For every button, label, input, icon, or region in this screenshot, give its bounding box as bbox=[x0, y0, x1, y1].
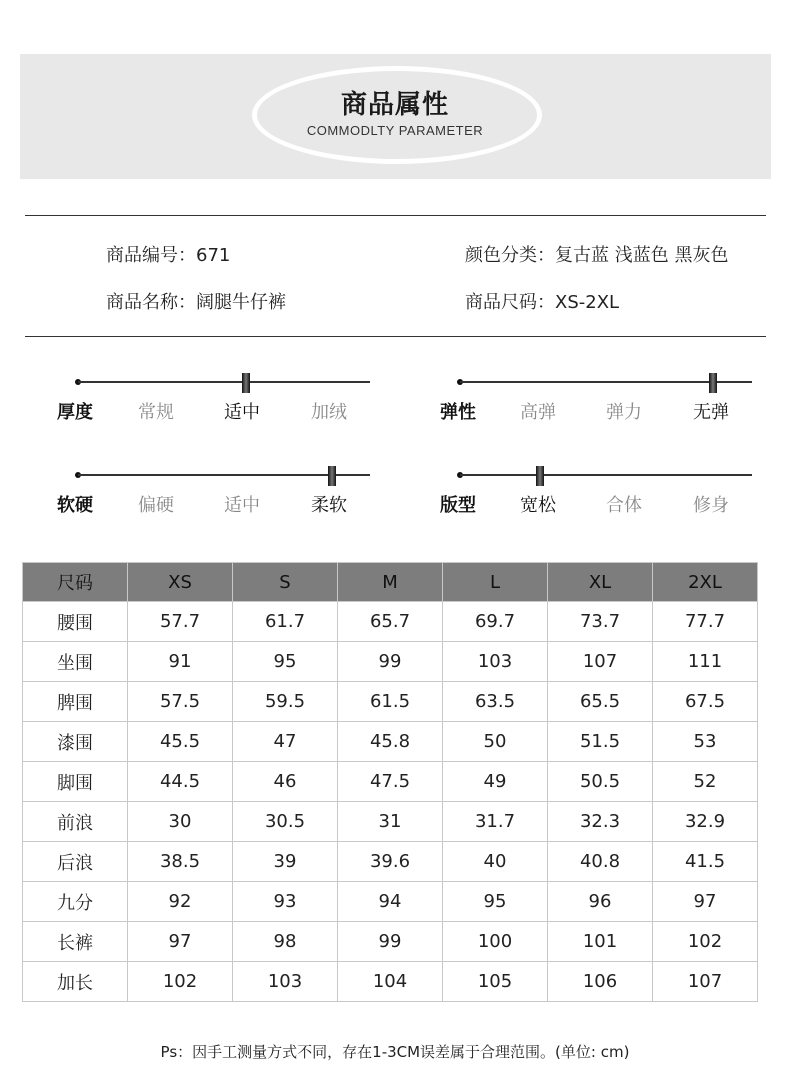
table-cell: 67.5 bbox=[653, 682, 758, 722]
scale-marker bbox=[242, 373, 250, 393]
table-cell: 31.7 bbox=[443, 802, 548, 842]
table-cell: 91 bbox=[128, 642, 233, 682]
table-header-cell: XS bbox=[128, 563, 233, 602]
scale-option-selected: 宽松 bbox=[520, 495, 556, 516]
scale-option: 高弹 bbox=[520, 402, 556, 423]
table-row-label: 九分 bbox=[23, 882, 128, 922]
item-name-value: 阔腿牛仔裤 bbox=[196, 292, 286, 313]
item-size bbox=[465, 288, 619, 314]
table-cell: 57.5 bbox=[128, 682, 233, 722]
table-row-label: 长裤 bbox=[23, 922, 128, 962]
table-cell: 101 bbox=[548, 922, 653, 962]
table-row-label: 漆围 bbox=[23, 722, 128, 762]
table-cell: 39 bbox=[233, 842, 338, 882]
scale-marker bbox=[328, 466, 336, 486]
table-header-cell: S bbox=[233, 563, 338, 602]
table-cell: 49 bbox=[443, 762, 548, 802]
table-cell: 98 bbox=[233, 922, 338, 962]
table-row-label: 脚围 bbox=[23, 762, 128, 802]
table-cell: 40.8 bbox=[548, 842, 653, 882]
table-row bbox=[23, 922, 758, 962]
table-cell: 69.7 bbox=[443, 602, 548, 642]
table-cell: 99 bbox=[338, 642, 443, 682]
table-cell: 40 bbox=[443, 842, 548, 882]
item-number bbox=[106, 241, 230, 267]
table-cell: 44.5 bbox=[128, 762, 233, 802]
scale-marker bbox=[709, 373, 717, 393]
table-cell: 50 bbox=[443, 722, 548, 762]
table-cell: 59.5 bbox=[233, 682, 338, 722]
scale-marker bbox=[536, 466, 544, 486]
table-row bbox=[23, 762, 758, 802]
table-cell: 45.5 bbox=[128, 722, 233, 762]
table-cell: 105 bbox=[443, 962, 548, 1002]
table-header-cell: XL bbox=[548, 563, 653, 602]
item-number-label: 商品编号： bbox=[106, 245, 196, 266]
item-name bbox=[106, 288, 286, 314]
table-header-cell: M bbox=[338, 563, 443, 602]
table-cell: 73.7 bbox=[548, 602, 653, 642]
table-cell: 65.5 bbox=[548, 682, 653, 722]
table-cell: 77.7 bbox=[653, 602, 758, 642]
scale-name: 厚度 bbox=[57, 402, 93, 423]
scale-line bbox=[460, 474, 752, 476]
table-cell: 103 bbox=[233, 962, 338, 1002]
scale-option-selected: 适中 bbox=[224, 402, 260, 423]
table-cell: 52 bbox=[653, 762, 758, 802]
size-table bbox=[22, 562, 758, 1002]
scale-line bbox=[78, 381, 370, 383]
table-cell: 94 bbox=[338, 882, 443, 922]
table-row bbox=[23, 842, 758, 882]
scale-option: 合体 bbox=[606, 495, 642, 516]
divider-bottom bbox=[25, 336, 766, 337]
table-row bbox=[23, 602, 758, 642]
page-title: 商品属性 bbox=[340, 90, 449, 120]
table-cell: 47 bbox=[233, 722, 338, 762]
color-label: 颜色分类： bbox=[465, 245, 555, 266]
table-cell: 92 bbox=[128, 882, 233, 922]
scale-name: 版型 bbox=[440, 495, 476, 516]
table-cell: 30 bbox=[128, 802, 233, 842]
table-row bbox=[23, 722, 758, 762]
table-cell: 96 bbox=[548, 882, 653, 922]
table-cell: 53 bbox=[653, 722, 758, 762]
table-row bbox=[23, 682, 758, 722]
table-cell: 61.5 bbox=[338, 682, 443, 722]
page-subtitle: COMMODLTY PARAMETER bbox=[306, 123, 484, 138]
table-cell: 31 bbox=[338, 802, 443, 842]
item-number-value: 671 bbox=[196, 245, 231, 266]
scale-option: 修身 bbox=[693, 495, 729, 516]
table-cell: 47.5 bbox=[338, 762, 443, 802]
table-header-row bbox=[23, 563, 758, 602]
scale-option: 适中 bbox=[224, 495, 260, 516]
table-cell: 97 bbox=[653, 882, 758, 922]
table-cell: 45.8 bbox=[338, 722, 443, 762]
table-cell: 46 bbox=[233, 762, 338, 802]
table-row-label: 坐围 bbox=[23, 642, 128, 682]
size-value: XS-2XL bbox=[555, 292, 620, 313]
table-cell: 41.5 bbox=[653, 842, 758, 882]
scale-name: 软硬 bbox=[57, 495, 93, 516]
table-row-label: 前浪 bbox=[23, 802, 128, 842]
table-cell: 93 bbox=[233, 882, 338, 922]
table-cell: 38.5 bbox=[128, 842, 233, 882]
table-body bbox=[23, 602, 758, 1002]
table-cell: 39.6 bbox=[338, 842, 443, 882]
table-row-label: 加长 bbox=[23, 962, 128, 1002]
table-cell: 102 bbox=[653, 922, 758, 962]
scale-line bbox=[78, 474, 370, 476]
table-row-label: 后浪 bbox=[23, 842, 128, 882]
table-cell: 50.5 bbox=[548, 762, 653, 802]
table-cell: 99 bbox=[338, 922, 443, 962]
table-cell: 100 bbox=[443, 922, 548, 962]
table-cell: 63.5 bbox=[443, 682, 548, 722]
table-cell: 107 bbox=[653, 962, 758, 1002]
color-category bbox=[465, 241, 728, 267]
size-label: 商品尺码： bbox=[465, 292, 555, 313]
table-row bbox=[23, 802, 758, 842]
scale-option: 偏硬 bbox=[138, 495, 174, 516]
table-row bbox=[23, 642, 758, 682]
table-cell: 104 bbox=[338, 962, 443, 1002]
table-cell: 97 bbox=[128, 922, 233, 962]
table-cell: 61.7 bbox=[233, 602, 338, 642]
table-cell: 32.9 bbox=[653, 802, 758, 842]
table-row bbox=[23, 882, 758, 922]
scale-option: 加绒 bbox=[311, 402, 347, 423]
table-cell: 111 bbox=[653, 642, 758, 682]
table-row bbox=[23, 962, 758, 1002]
item-name-label: 商品名称： bbox=[106, 292, 196, 313]
table-row-label: 脾围 bbox=[23, 682, 128, 722]
table-row-label: 腰围 bbox=[23, 602, 128, 642]
scale-option-selected: 无弹 bbox=[693, 402, 729, 423]
table-cell: 30.5 bbox=[233, 802, 338, 842]
divider-top bbox=[25, 215, 766, 216]
color-value: 复古蓝 浅蓝色 黑灰色 bbox=[555, 245, 729, 266]
table-cell: 102 bbox=[128, 962, 233, 1002]
table-cell: 32.3 bbox=[548, 802, 653, 842]
scale-name: 弹性 bbox=[440, 402, 476, 423]
table-header-cell: L bbox=[443, 563, 548, 602]
table-header-cell: 2XL bbox=[653, 563, 758, 602]
table-cell: 107 bbox=[548, 642, 653, 682]
table-cell: 57.7 bbox=[128, 602, 233, 642]
table-cell: 65.7 bbox=[338, 602, 443, 642]
table-cell: 103 bbox=[443, 642, 548, 682]
scale-option: 常规 bbox=[138, 402, 174, 423]
scale-option-selected: 柔软 bbox=[311, 495, 347, 516]
table-cell: 106 bbox=[548, 962, 653, 1002]
scale-option: 弹力 bbox=[606, 402, 642, 423]
footnote: Ps：因手工测量方式不同，存在1-3CM误差属于合理范围。(单位: cm) bbox=[160, 1043, 630, 1061]
table-cell: 51.5 bbox=[548, 722, 653, 762]
table-cell: 95 bbox=[233, 642, 338, 682]
table-header-cell: 尺码 bbox=[23, 563, 128, 602]
table-cell: 95 bbox=[443, 882, 548, 922]
